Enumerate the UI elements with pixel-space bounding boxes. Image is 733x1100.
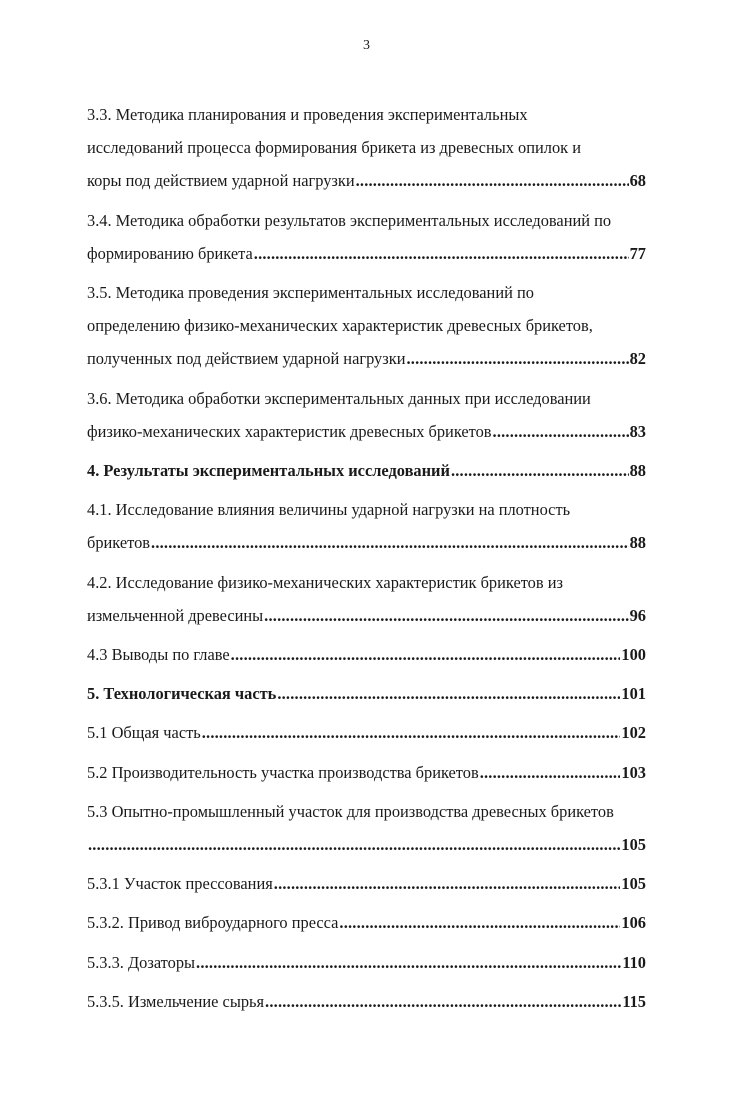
toc-page-number: 101 <box>621 684 646 704</box>
toc-page-number: 88 <box>629 533 646 553</box>
toc-entry <box>87 756 646 789</box>
toc-entry-title: 5.3.3. Дозаторы <box>87 952 196 972</box>
toc-entry <box>87 638 646 671</box>
toc-leader-dots <box>406 342 628 375</box>
toc-entry-last-line <box>87 599 646 632</box>
toc-entry <box>87 493 646 559</box>
toc-entry <box>87 276 646 376</box>
toc-page-number: 88 <box>629 461 646 481</box>
toc-entry-line: определению физико-механических характеристик древесных брикетов, <box>87 316 593 336</box>
toc-entry-title: 4.3 Выводы по главе <box>87 645 230 665</box>
toc-entry <box>87 906 646 939</box>
table-of-contents <box>87 98 646 1024</box>
toc-leader-dots <box>274 867 621 900</box>
toc-leader-dots <box>254 237 629 270</box>
toc-leader-dots <box>493 415 629 448</box>
toc-entry-line: 3.3. Методика планирования и проведения экспериментальных <box>87 105 528 124</box>
toc-leader-dots <box>265 985 621 1018</box>
toc-entry-last-line <box>87 237 646 270</box>
toc-entry-title: физико-механических характеристик древесных брикетов <box>87 421 492 441</box>
toc-entry <box>87 382 646 448</box>
toc-entry-last-line <box>87 716 646 749</box>
toc-page-number: 106 <box>621 913 646 933</box>
toc-entry-title: 5.3.1 Участок прессования <box>87 874 273 894</box>
toc-entry-last-line <box>87 985 646 1018</box>
toc-entry <box>87 677 646 710</box>
toc-leader-dots <box>231 638 621 671</box>
toc-entry-line: 3.4. Методика обработки результатов экспериментальных исследований по <box>87 210 612 230</box>
toc-entry-last-line <box>87 454 646 487</box>
toc-entry-title: коры под действием ударной нагрузки <box>87 171 355 191</box>
toc-entry-last-line <box>87 867 646 900</box>
toc-leader-dots <box>88 828 620 861</box>
toc-entry <box>87 946 646 979</box>
toc-entry <box>87 454 646 487</box>
toc-entry-title: 5.3.5. Измельчение сырья <box>87 991 265 1011</box>
toc-entry <box>87 985 646 1018</box>
toc-leader-dots <box>202 716 621 749</box>
toc-entry <box>87 204 646 270</box>
toc-entry-line: 3.6. Методика обработки экспериментальных данных при исследовании <box>87 388 591 408</box>
toc-entry-last-line <box>87 756 646 789</box>
toc-page-number: 82 <box>629 349 646 369</box>
toc-entry-last-line <box>87 342 646 375</box>
toc-entry <box>87 867 646 900</box>
toc-leader-dots <box>277 677 620 710</box>
toc-page-number: 68 <box>629 171 646 191</box>
toc-leader-dots <box>151 526 629 559</box>
toc-page-number: 83 <box>629 421 646 441</box>
page-number: 3 <box>363 38 370 53</box>
toc-entry-title: 5. Технологическая часть <box>87 684 277 704</box>
toc-page-number: 103 <box>621 762 646 782</box>
toc-entry-line: 4.2. Исследование физико-механических характеристик брикетов из <box>87 572 563 592</box>
toc-page-number: 96 <box>629 605 646 625</box>
toc-entry-title: 5.2 Производительность участка производства брикетов <box>87 762 479 782</box>
toc-leader-dots <box>480 756 621 789</box>
toc-entry-title: брикетов <box>87 533 151 553</box>
toc-entry <box>87 98 646 198</box>
toc-entry-last-line <box>87 677 646 710</box>
toc-entry-line: исследований процесса формирования брикета из древесных опилок и <box>87 138 581 158</box>
toc-entry-line: 4.1. Исследование влияния величины ударной нагрузки на плотность <box>87 500 571 520</box>
toc-entry-last-line <box>87 828 646 861</box>
toc-entry-last-line <box>87 946 646 979</box>
toc-entry-last-line <box>87 526 646 559</box>
toc-leader-dots <box>356 164 629 197</box>
toc-entry-line: 5.3 Опытно-промышленный участок для производства древесных брикетов <box>87 801 614 821</box>
toc-entry <box>87 566 646 632</box>
toc-entry <box>87 795 646 861</box>
toc-page-number: 100 <box>621 645 646 665</box>
toc-entry-title: полученных под действием ударной нагрузки <box>87 349 406 369</box>
toc-entry <box>87 716 646 749</box>
toc-entry-last-line <box>87 164 646 197</box>
toc-entry-last-line <box>87 415 646 448</box>
toc-leader-dots <box>196 946 621 979</box>
toc-page-number: 110 <box>622 952 646 972</box>
toc-entry-last-line <box>87 638 646 671</box>
toc-entry-title: 5.1 Общая часть <box>87 723 201 743</box>
toc-page-number: 105 <box>621 835 646 855</box>
toc-leader-dots <box>264 599 628 632</box>
toc-entry-title: 4. Результаты экспериментальных исследований <box>87 461 450 481</box>
toc-entry-last-line <box>87 906 646 939</box>
toc-page-number: 115 <box>622 991 646 1011</box>
toc-entry-line: 3.5. Методика проведения экспериментальных исследований по <box>87 283 534 303</box>
toc-page-number: 102 <box>621 723 646 743</box>
toc-leader-dots <box>451 454 629 487</box>
toc-page-number: 77 <box>629 243 646 263</box>
toc-page-number: 105 <box>621 874 646 894</box>
toc-leader-dots <box>339 906 620 939</box>
toc-entry-title: формированию брикета <box>87 243 253 263</box>
toc-entry-title: 5.3.2. Привод виброударного пресса <box>87 913 339 933</box>
toc-entry-title: измельченной древесины <box>87 605 264 625</box>
